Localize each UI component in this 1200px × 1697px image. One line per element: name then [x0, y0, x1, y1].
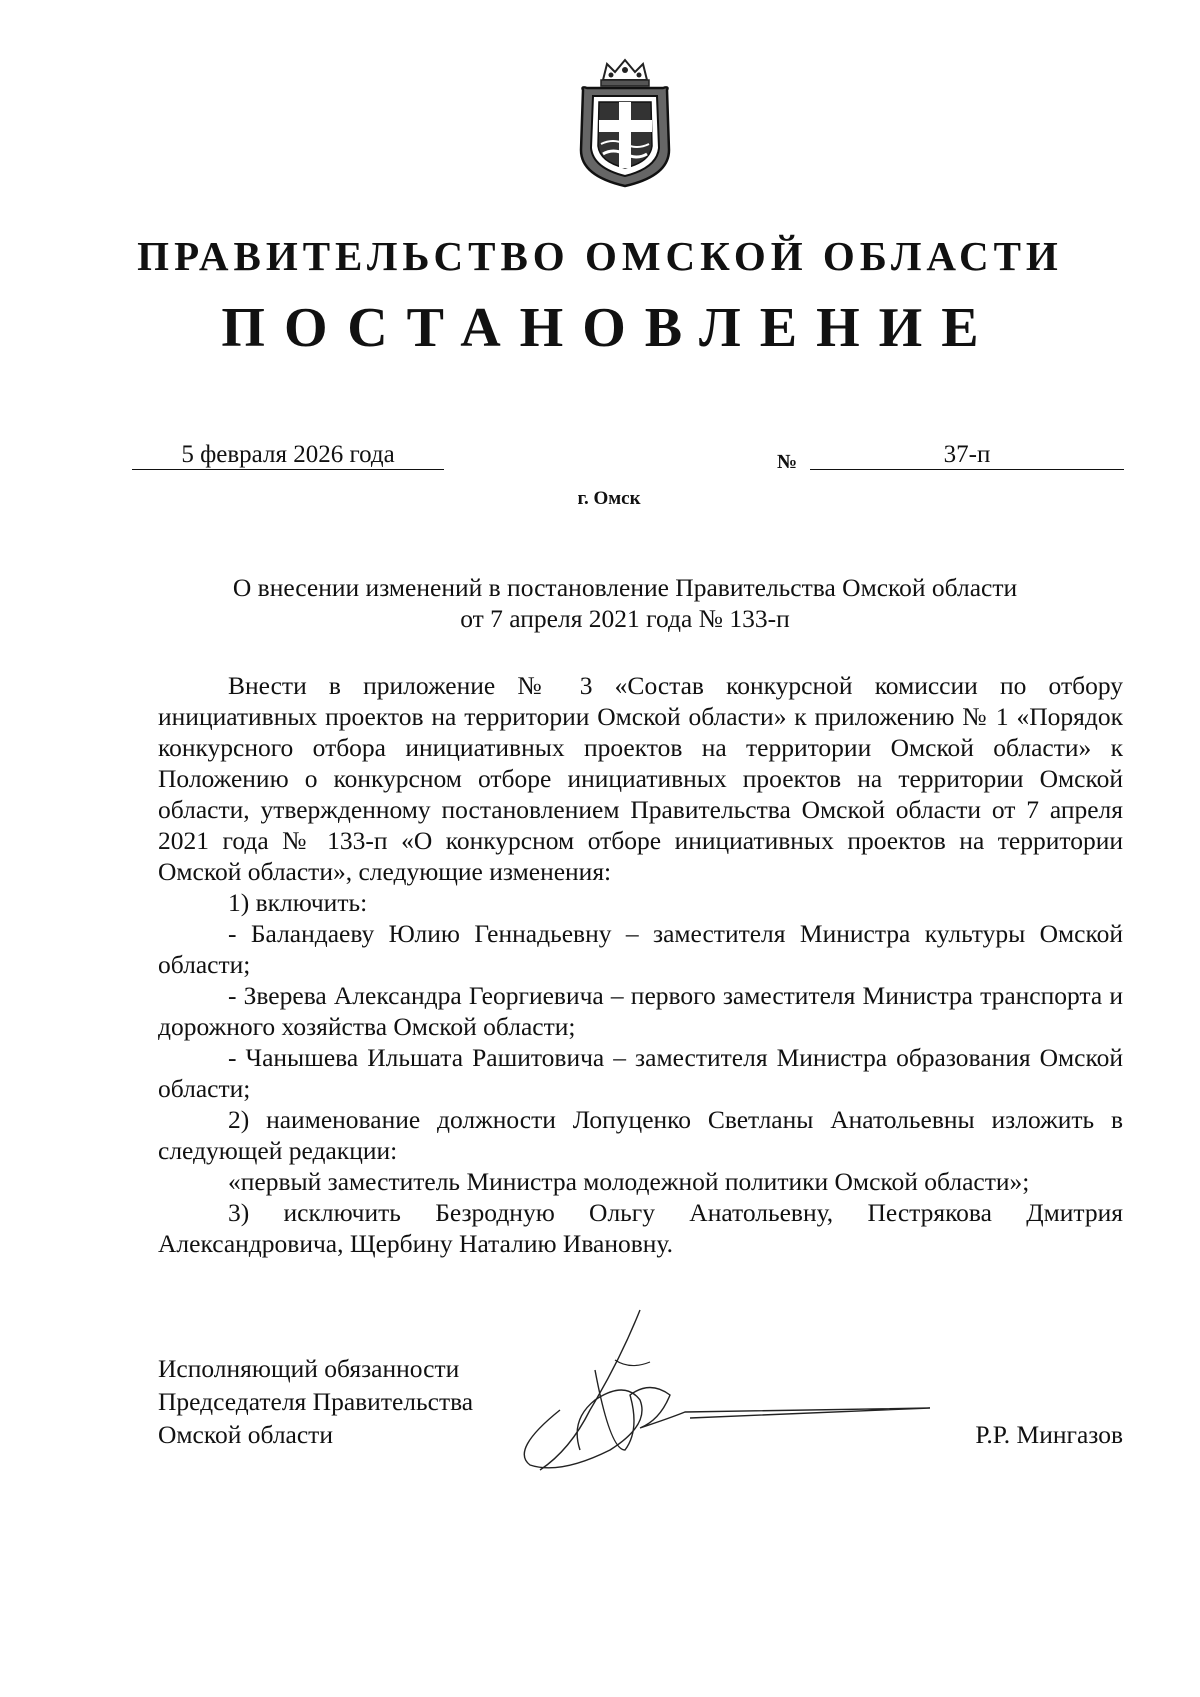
position-line: Омской области [158, 1420, 333, 1449]
document-type: ПОСТАНОВЛЕНИЕ [221, 297, 998, 359]
paragraph: 3) исключить Безродную Ольгу Анатольевну, Пестрякова Дмитрия Александровича, Щербину Наталию Ивановну. [158, 1198, 1123, 1258]
document-subject [150, 572, 1100, 634]
paragraph: 2) наименование должности Лопуценко Светланы Анатольевны изложить в следующей редакции: [158, 1105, 1123, 1165]
position-line: Председателя Правительства [158, 1387, 474, 1416]
document-number: 37-п [810, 442, 1124, 470]
paragraph: «первый заместитель Министра молодежной политики Омской области»; [228, 1167, 1030, 1196]
signatory-name: Р.Р. Мингазов [975, 1420, 1123, 1449]
signatory-position [158, 1352, 473, 1451]
paragraph: Внести в приложение № 3 «Состав конкурсной комиссии по отбору инициативных проектов на территории Омской области» к приложению № 1 «Порядок конкурсного отбора инициативных проектов на территории Омской области» к Положению о конкурсном отборе инициативных проектов на территории Омской области, утвержденному постановлением Правительства Омской области от 7 апреля 2021 года № 133-п «О конкурсном отборе инициативных проектов на территории Омской области», следующие изменения: [158, 671, 1123, 886]
subject-line: от 7 апреля 2021 года № 133-п [460, 604, 790, 633]
position-line: Исполняющий обязанности [158, 1354, 460, 1383]
number-label: № [777, 451, 798, 473]
subject-line: О внесении изменений в постановление Правительства Омской области [232, 573, 1018, 602]
handwritten-signature [500, 1300, 940, 1480]
paragraph: - Зверева Александра Георгиевича – первого заместителя Министра транспорта и дорожного хозяйства Омской области; [158, 981, 1123, 1041]
organization-title: ПРАВИТЕЛЬСТВО ОМСКОЙ ОБЛАСТИ [137, 233, 1063, 279]
coat-of-arms-icon [577, 58, 673, 188]
paragraph: - Чанышева Ильшата Рашитовича – заместителя Министра образования Омской области; [158, 1043, 1123, 1103]
document-date: 5 февраля 2026 года [132, 442, 444, 470]
document-body [158, 670, 1123, 1259]
paragraph: - Баландаеву Юлию Геннадьевну – заместителя Министра культуры Омской области; [158, 919, 1123, 979]
paragraph: 1) включить: [228, 888, 368, 917]
city: г. Омск [577, 488, 641, 509]
